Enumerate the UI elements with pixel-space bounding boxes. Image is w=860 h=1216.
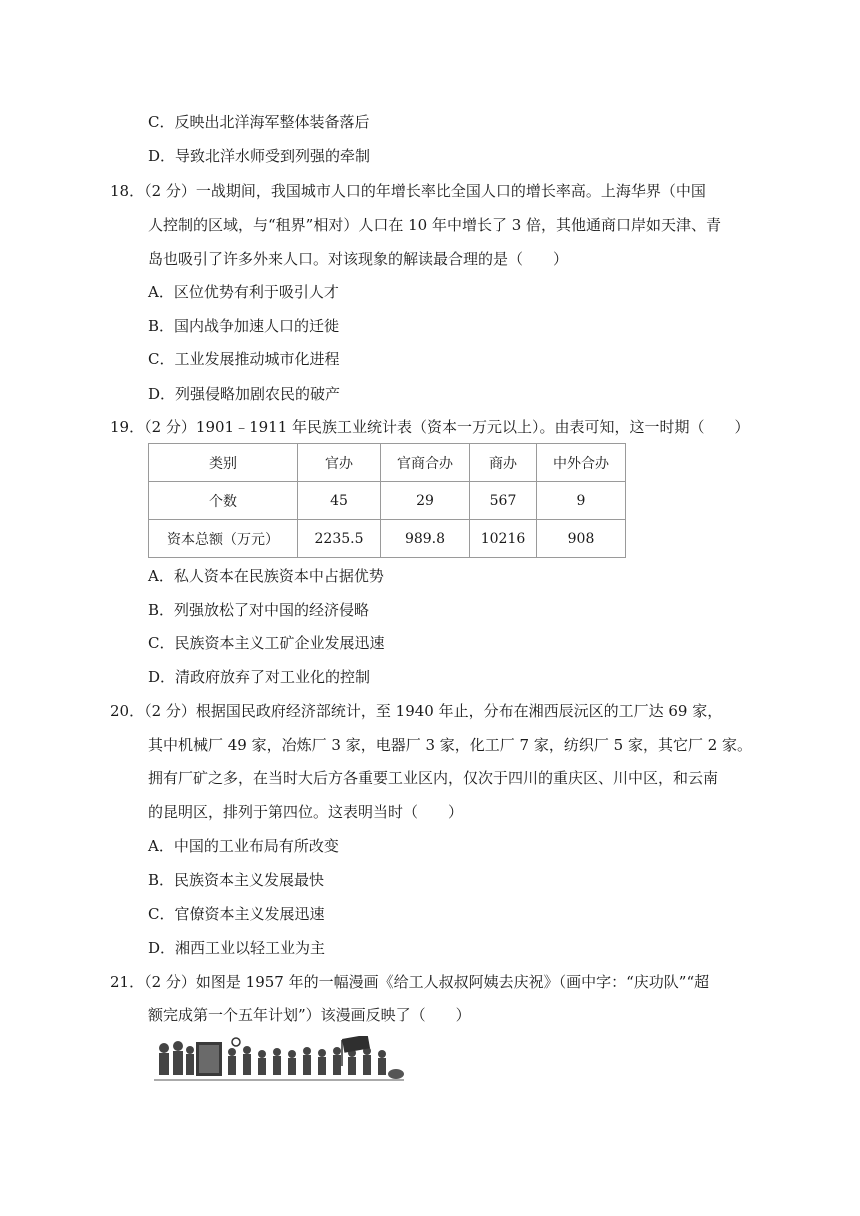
- q20-option-d: D．湘西工业以轻工业为主: [148, 939, 326, 957]
- q18-option-a: A．区位优势有利于吸引人才: [148, 283, 339, 301]
- q19-option-c: C．民族资本主义工矿企业发展迅速: [148, 634, 385, 652]
- q18-stem-line-1: 18．（2 分）一战期间，我国城市人口的年增长率比全国人口的增长率高。上海华界（中国: [110, 182, 706, 200]
- table-cell: 个数: [149, 482, 298, 520]
- table-cell: 989.8: [381, 520, 470, 558]
- table-cell: 10216: [470, 520, 537, 558]
- q17-option-c: C．反映出北洋海军整体装备落后: [148, 113, 370, 131]
- table-cell: 908: [537, 520, 626, 558]
- q19-option-a: A．私人资本在民族资本中占据优势: [148, 567, 384, 585]
- q17-option-d: D．导致北洋水师受到列强的牵制: [148, 147, 371, 165]
- table-cell: 9: [537, 482, 626, 520]
- q20-option-b: B．民族资本主义发展最快: [148, 871, 325, 889]
- q20-option-c: C．官僚资本主义发展迅速: [148, 905, 325, 923]
- q18-stem-line-3: 岛也吸引了许多外来人口。对该现象的解读最合理的是（ ）: [148, 250, 569, 268]
- table-header-cell: 中外合办: [537, 444, 626, 482]
- q20-stem-line-4: 的昆明区，排列于第四位。这表明当时（ ）: [148, 803, 464, 821]
- table-row: [149, 482, 626, 520]
- q18-stem-line-2: 人控制的区域，与“租界”相对）人口在 10 年中增长了 3 倍，其他通商口岸如天津、青: [148, 216, 722, 234]
- q18-option-b: B．国内战争加速人口的迁徙: [148, 317, 340, 335]
- q21-stem-line-2: 额完成第一个五年计划”）该漫画反映了（ ）: [148, 1006, 471, 1024]
- q20-stem-line-3: 拥有厂矿之多，在当时大后方各重要工业区内，仅次于四川的重庆区、川中区，和云南: [148, 769, 719, 787]
- q19-option-b: B．列强放松了对中国的经济侵略: [148, 601, 370, 619]
- cartoon-image: [152, 1036, 406, 1082]
- q18-option-c: C．工业发展推动城市化进程: [148, 350, 340, 368]
- q20-option-a: A．中国的工业布局有所改变: [148, 837, 339, 855]
- q21-stem-line-1: 21．（2 分）如图是 1957 年的一幅漫画《给工人叔叔阿姨去庆祝》（画中字：“庆功队”“超: [110, 973, 710, 991]
- table-header-cell: 官商合办: [381, 444, 470, 482]
- table-cell: 2235.5: [298, 520, 381, 558]
- q19-option-d: D．清政府放弃了对工业化的控制: [148, 668, 371, 686]
- table-row: [149, 520, 626, 558]
- industry-statistics-table: [148, 443, 626, 558]
- q18-option-d: D．列强侵略加剧农民的破产: [148, 385, 341, 403]
- table-header-row: [149, 444, 626, 482]
- table-header-cell: 官办: [298, 444, 381, 482]
- q20-stem-line-2: 其中机械厂 49 家，冶炼厂 3 家，电器厂 3 家，化工厂 7 家，纺织厂 5 家，其它厂 2 家。: [148, 736, 753, 754]
- table-header-cell: 商办: [470, 444, 537, 482]
- table-header-cell: 类别: [149, 444, 298, 482]
- q20-stem-line-1: 20．（2 分）根据国民政府经济部统计，至 1940 年止，分布在湘西辰沅区的工厂达 69 家，: [110, 702, 723, 720]
- q19-stem: 19．（2 分）1901﹣1911 年民族工业统计表（资本一万元以上）。由表可知，这一时期（ ）: [110, 418, 750, 436]
- table-cell: 567: [470, 482, 537, 520]
- table-cell: 29: [381, 482, 470, 520]
- table-cell: 资本总额（万元）: [149, 520, 298, 558]
- table-cell: 45: [298, 482, 381, 520]
